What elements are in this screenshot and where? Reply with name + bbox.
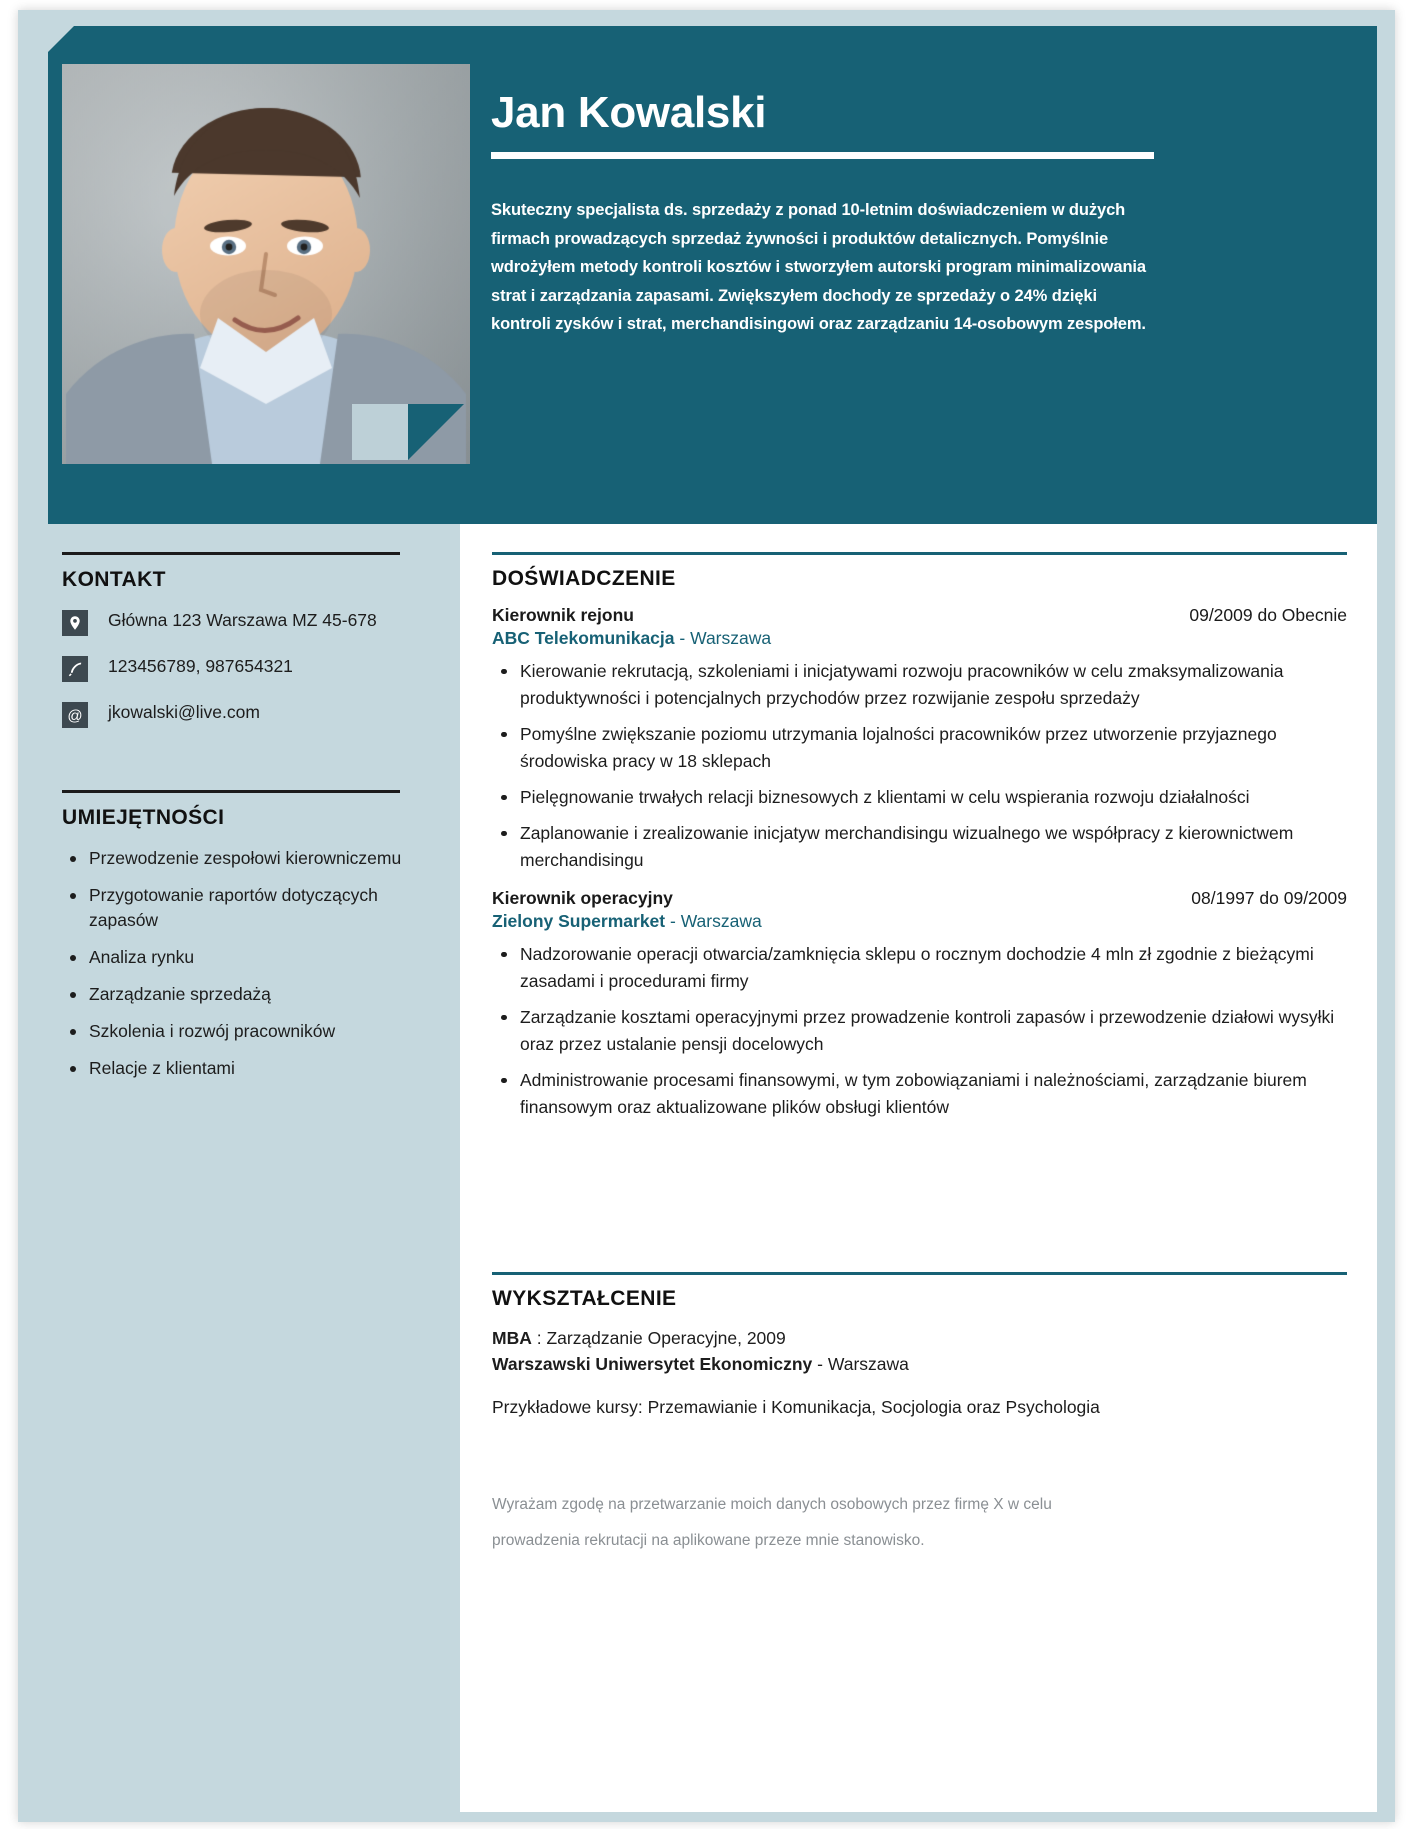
job-bullet: Administrowanie procesami finansowymi, w tym zobowiązaniami i należnościami, zarządzanie biurem finansowym oraz aktualizowane plików obsługi klientów (492, 1067, 1347, 1121)
degree-rest: : Zarządzanie Operacyjne, 2009 (531, 1327, 786, 1348)
experience-entry (492, 605, 1347, 874)
contact-section-title: KONTAKT (62, 568, 166, 591)
contact-item-address[interactable] (62, 608, 402, 636)
skill-item: Zarządzanie sprzedażą (62, 982, 402, 1007)
job-company (492, 911, 1347, 932)
header-corner-notch (48, 26, 74, 52)
contact-item-email[interactable] (62, 700, 402, 728)
job-bullet-list (492, 658, 1347, 874)
email-text: jkowalski@live.com (108, 702, 260, 722)
school-location: Warszawa (827, 1353, 909, 1374)
consent-note (492, 1487, 1342, 1559)
job-bullet: Pielęgnowanie trwałych relacji biznesowych z klientami w celu wspierania rozwoju działalności (492, 784, 1347, 811)
job-header (492, 888, 1347, 909)
title-divider (491, 152, 1154, 159)
phone-text: 123456789, 987654321 (108, 656, 293, 676)
job-title: Kierownik operacyjny (492, 887, 673, 908)
section-divider (62, 790, 400, 793)
photo-fold-base (352, 404, 408, 460)
section-divider (62, 552, 400, 555)
job-dates: 09/2009 do Obecnie (1189, 604, 1347, 625)
svg-text:@: @ (67, 707, 83, 725)
email-at-icon (62, 702, 88, 728)
job-bullet: Zaplanowanie i zrealizowanie inicjatyw merchandisingu wizualnego we współpracy z kierownictwem merchandisingu (492, 820, 1347, 874)
skill-item: Przygotowanie raportów dotyczących zapasów (62, 883, 402, 933)
job-company (492, 628, 1347, 649)
skill-item: Analiza rynku (62, 945, 402, 970)
education-degree (492, 1325, 1347, 1351)
job-bullet: Kierowanie rekrutacją, szkoleniami i inicjatywami rozwoju pracowników w celu zmaksymalizowania produktywności i potencjalnych przychodów przez rozwijanie zespołu sprzedaży (492, 658, 1347, 712)
phone-icon (62, 656, 88, 682)
experience-list (492, 605, 1347, 1121)
section-divider (492, 1272, 1347, 1275)
skill-item: Przewodzenie zespołowi kierowniczemu (62, 846, 402, 871)
consent-line-1: Wyrażam zgodę na przetwarzanie moich danych osobowych przez firmę X w celu (492, 1496, 1052, 1513)
experience-section-title: DOŚWIADCZENIE (492, 566, 676, 590)
profile-summary: Skuteczny specjalista ds. sprzedaży z ponad 10-letnim doświadczeniem w dużych firmach prowadzących sprzedaż żywności i produktów detalicznych. Pomyślnie wdrożyłem metody kontroli kosztów i stworzyłem autorski program minimalizowania strat i zarządzania zapasami. Zwiększyłem dochody ze sprzedaży o 24% dzięki kontroli zysków i strat, merchandisingowi oraz zarządzaniu 14-osobowym zespołem. (491, 201, 1146, 333)
photo-fold-triangle (408, 404, 464, 460)
education-courses: Przykładowe kursy: Przemawianie i Komunikacja, Socjologia oraz Psychologia (492, 1396, 1100, 1417)
school-name: Warszawski Uniwersytet Ekonomiczny (492, 1353, 813, 1374)
contact-item-phone[interactable] (62, 654, 402, 682)
section-divider (492, 552, 1347, 555)
sidebar (48, 524, 460, 1812)
company-location: Warszawa (690, 627, 772, 648)
skills-list (62, 846, 402, 1081)
job-bullet: Zarządzanie kosztami operacyjnymi przez prowadzenie kontroli zapasów i przewodzenie działowi wysyłki oraz przez ustalanie pensji docelowych (492, 1004, 1347, 1058)
job-dates: 08/1997 do 09/2009 (1191, 887, 1347, 908)
main-column (460, 524, 1377, 1812)
skill-item: Relacje z klientami (62, 1056, 402, 1081)
job-header (492, 605, 1347, 626)
company-name: Zielony Supermarket (492, 910, 666, 931)
company-location: Warszawa (680, 910, 762, 931)
address-text: Główna 123 Warszawa MZ 45-678 (108, 610, 377, 630)
company-separator: - (665, 910, 681, 931)
page-title: Jan Kowalski (491, 88, 767, 137)
consent-line-2: prowadzenia rekrutacji na aplikowane przeze mnie stanowisko. (492, 1532, 925, 1549)
contact-section (62, 552, 402, 746)
skills-section (62, 790, 402, 1093)
experience-entry (492, 888, 1347, 1121)
skill-item: Szkolenia i rozwój pracowników (62, 1019, 402, 1044)
company-name: ABC Telekomunikacja (492, 627, 675, 648)
skills-section-title: UMIEJĘTNOŚCI (62, 806, 225, 829)
company-separator: - (674, 627, 691, 648)
education-school (492, 1351, 1347, 1377)
degree-label: MBA (492, 1327, 532, 1348)
location-pin-icon (62, 610, 88, 636)
job-bullet: Pomyślne zwiększanie poziomu utrzymania lojalności pracowników przez utworzenie przyjaznego środowiska pracy w 18 sklepach (492, 721, 1347, 775)
experience-section (492, 552, 1347, 1135)
education-section (492, 1272, 1347, 1421)
job-title: Kierownik rejonu (492, 604, 634, 625)
job-bullet: Nadzorowanie operacji otwarcia/zamknięcia sklepu o rocznym dochodzie 4 mln zł zgodnie z bieżącymi zasadami i procedurami firmy (492, 941, 1347, 995)
school-separator: - (812, 1353, 828, 1374)
job-bullet-list (492, 941, 1347, 1121)
education-section-title: WYKSZTAŁCENIE (492, 1286, 677, 1310)
